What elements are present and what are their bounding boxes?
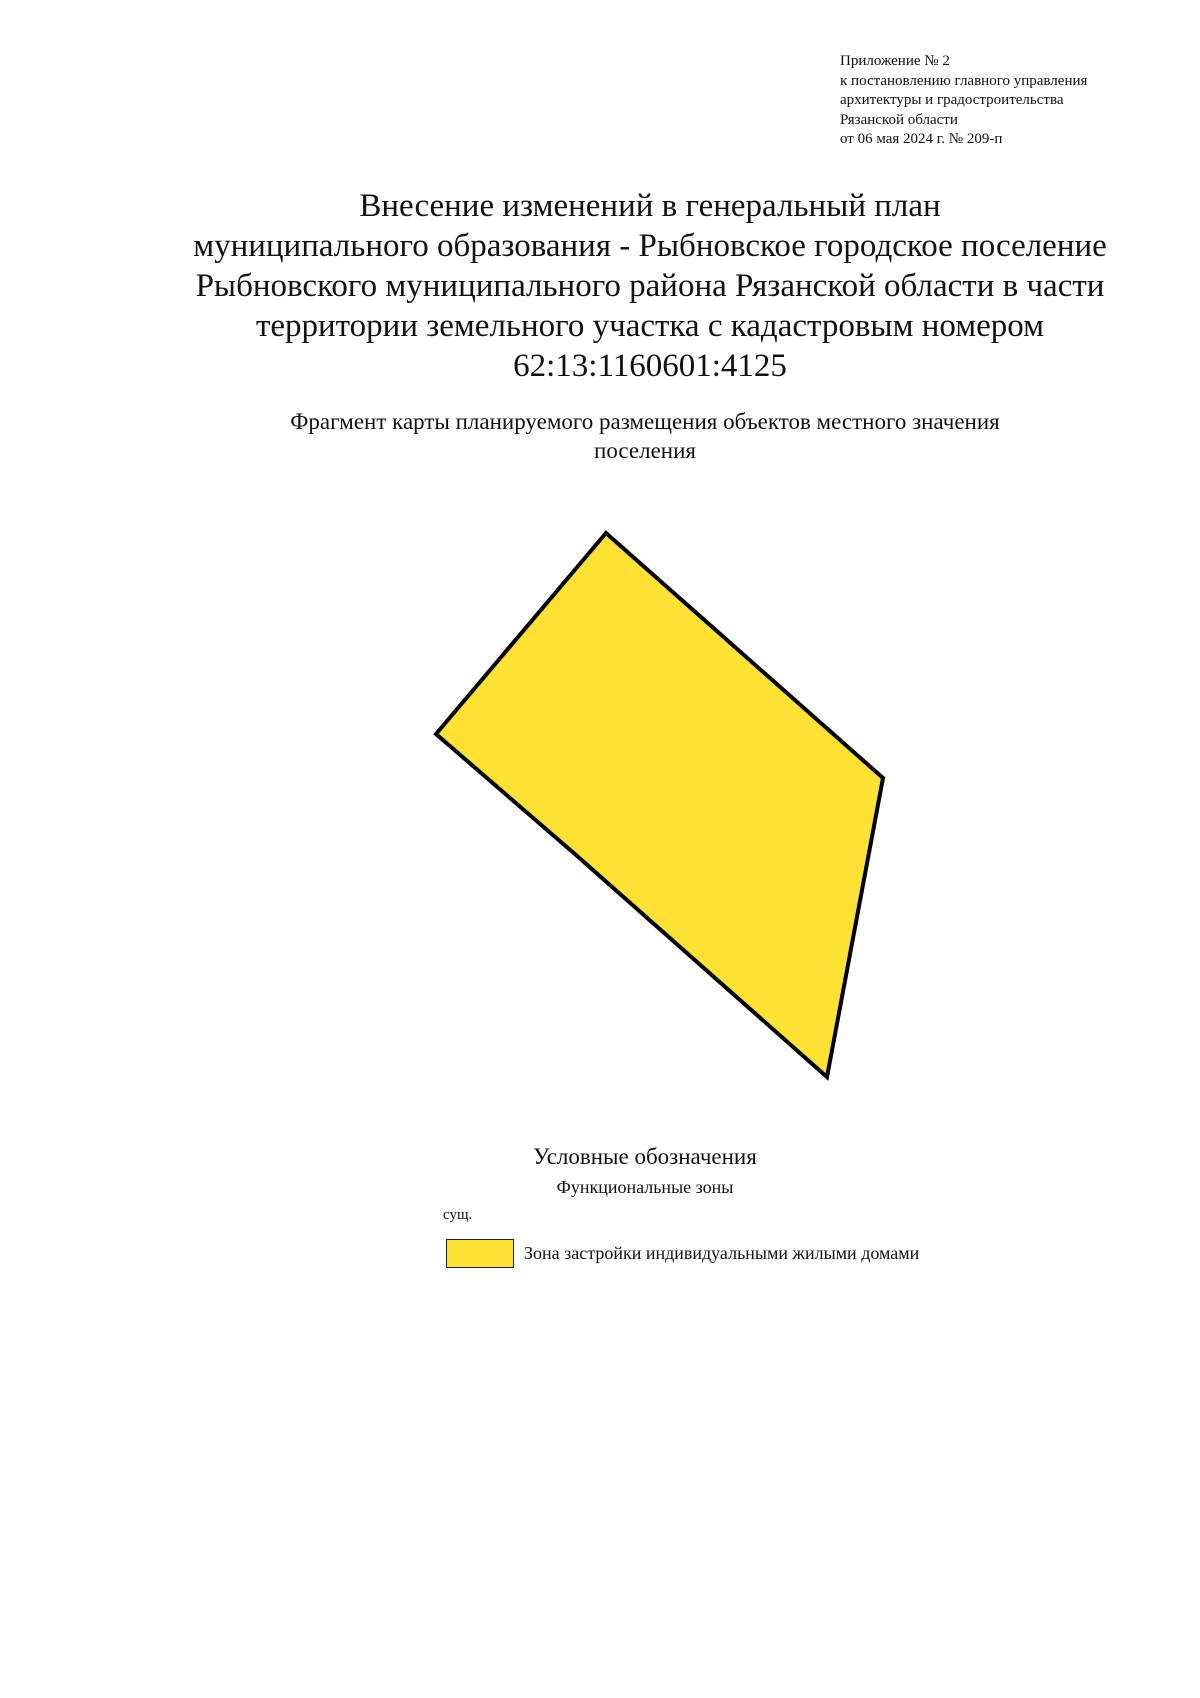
residential-zone-parcel — [436, 533, 883, 1077]
title-line: Рыбновского муниципального района Рязанской области в части — [195, 268, 1105, 304]
appendix-line: от 06 мая 2024 г. № 209-п — [840, 131, 1003, 147]
legend-swatch-residential — [446, 1239, 514, 1268]
appendix-line: к постановлению главного управления — [840, 72, 1088, 89]
legend-title: Условные обозначения — [533, 1144, 757, 1169]
appendix-line: Приложение № 2 — [840, 53, 950, 69]
appendix-line: Рязанской области — [840, 111, 958, 128]
title-line: 62:13:1160601:4125 — [513, 348, 787, 384]
title-line: территории земельного участка с кадастровым номером — [255, 308, 1045, 344]
subtitle-line: поселения — [594, 438, 696, 463]
title-line: Внесение изменений в генеральный план — [359, 188, 941, 224]
legend-label-residential: Зона застройки индивидуальными жилыми домами — [524, 1243, 920, 1263]
appendix-line: архитектуры и градостроительства — [840, 92, 1064, 108]
subtitle-line: Фрагмент карты планируемого размещения объектов местного значения — [290, 409, 1000, 434]
legend-subtitle: Функциональные зоны — [556, 1177, 734, 1197]
title-line: муниципального образования - Рыбновское городское поселение — [193, 228, 1107, 264]
legend-status-label: сущ. — [443, 1207, 473, 1223]
